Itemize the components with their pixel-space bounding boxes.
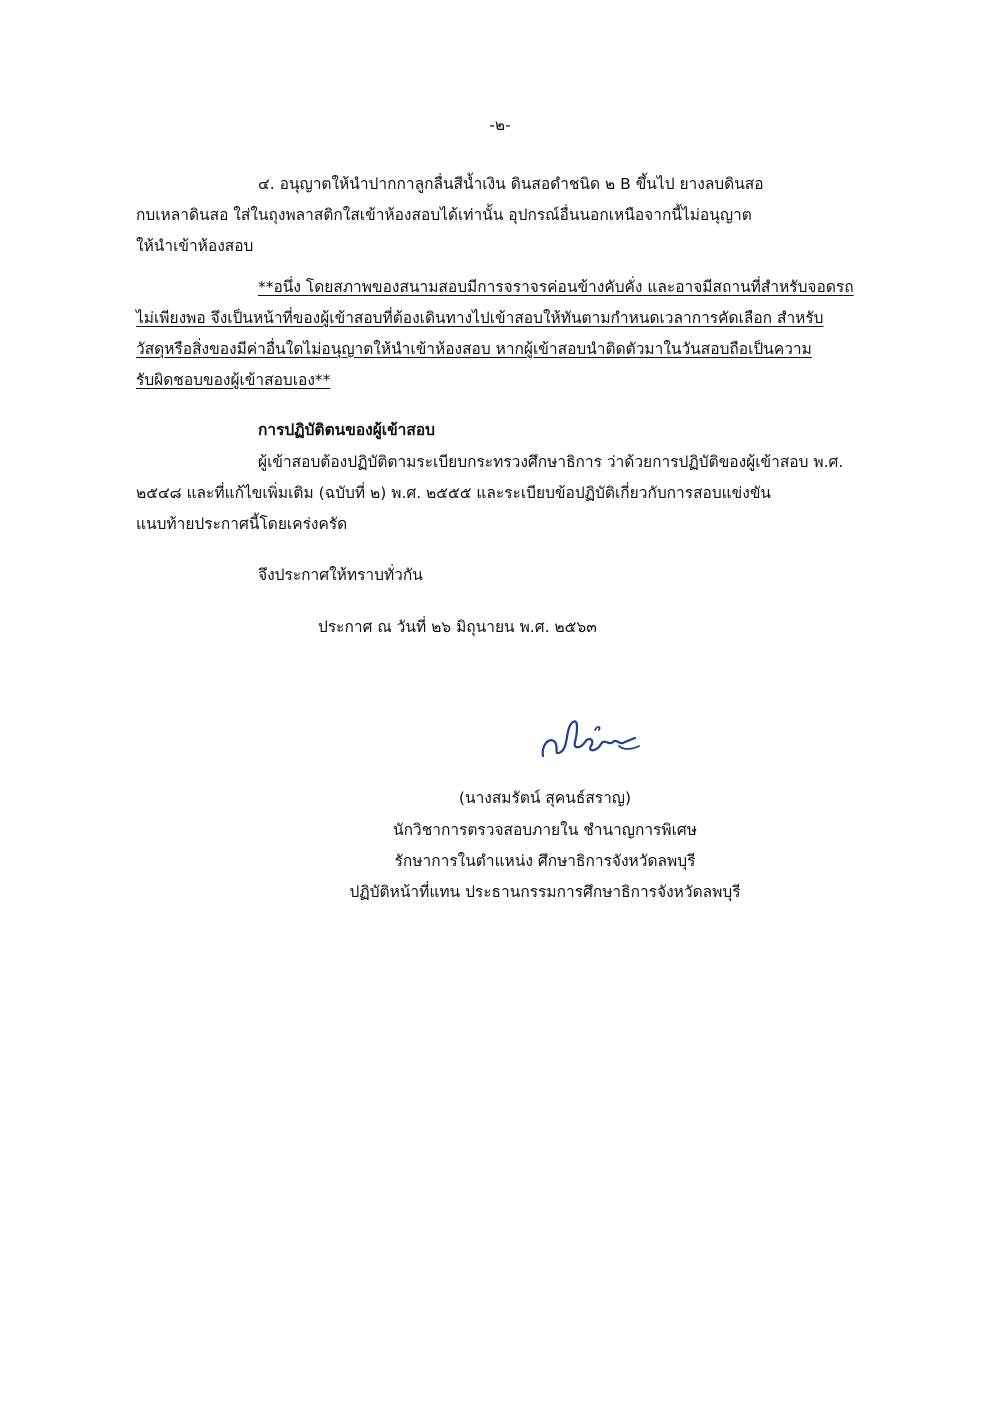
item-4-line-2: กบเหลาดินสอ ใส่ในถุงพลาสติกใสเข้าห้องสอบได้เท่านั้น อุปกรณ์อื่นนอกเหนือจากนี้ไม่อนุญาต [136, 206, 752, 224]
conduct-line-1: ผู้เข้าสอบต้องปฏิบัติตามระเบียบกระทรวงศึกษาธิการ ว่าด้วยการปฏิบัติของผู้เข้าสอบ พ.ศ. [258, 453, 844, 471]
item-4-line-3: ให้นำเข้าห้องสอบ [136, 237, 254, 255]
note-line-3: วัสดุหรือสิ่งของมีค่าอื่นใดไม่อนุญาตให้นำเข้าห้องสอบ หากผู้เข้าสอบนำติดตัวมาในวันสอบถือเป็นความ [136, 340, 812, 358]
conduct-line-3: แนบท้ายประกาศนี้โดยเคร่งครัด [136, 515, 348, 533]
announcement-date: ประกาศ ณ วันที่ ๒๖ มิถุนายน พ.ศ. ๒๕๖๓ [318, 618, 597, 636]
signatory-position-3: ปฏิบัติหน้าที่แทน ประธานกรรมการศึกษาธิการจังหวัดลพบุรี [349, 883, 741, 901]
signatory-name: (นางสมรัตน์ สุคนธ์สราญ) [458, 789, 632, 807]
item-4-line-1: ๔. อนุญาตให้นำปากกาลูกลื่นสีน้ำเงิน ดินสอดำชนิด ๒ B ขึ้นไป ยางลบดินสอ [258, 175, 764, 193]
note-line-1: **อนึ่ง โดยสภาพของสนามสอบมีการจราจรค่อนข้างคับคั่ง และอาจมีสถานที่สำหรับจอดรถ [258, 278, 854, 296]
note-line-4: รับผิดชอบของผู้เข้าสอบเอง** [136, 371, 331, 389]
signatory-position-1: นักวิชาการตรวจสอบภายใน ชำนาญการพิเศษ [393, 821, 697, 839]
signatory-position-2: รักษาการในตำแหน่ง ศึกษาธิการจังหวัดลพบุรี [394, 852, 696, 870]
conduct-heading: การปฏิบัติตนของผู้เข้าสอบ [258, 421, 435, 439]
closing-statement: จึงประกาศให้ทราบทั่วกัน [258, 566, 423, 584]
signature-image [535, 712, 655, 762]
conduct-line-2: ๒๕๔๘ และที่แก้ไขเพิ่มเติม (ฉบับที่ ๒) พ.ศ. ๒๕๕๕ และระเบียบข้อปฏิบัติเกี่ยวกับการสอบแข่งขัน [136, 484, 772, 502]
page-number: -๒- [489, 116, 511, 134]
note-line-2: ไม่เพียงพอ จึงเป็นหน้าที่ของผู้เข้าสอบที่ต้องเดินทางไปเข้าสอบให้ทันตามกำหนดเวลาการคัดเลือก สำหรับ [136, 309, 824, 327]
